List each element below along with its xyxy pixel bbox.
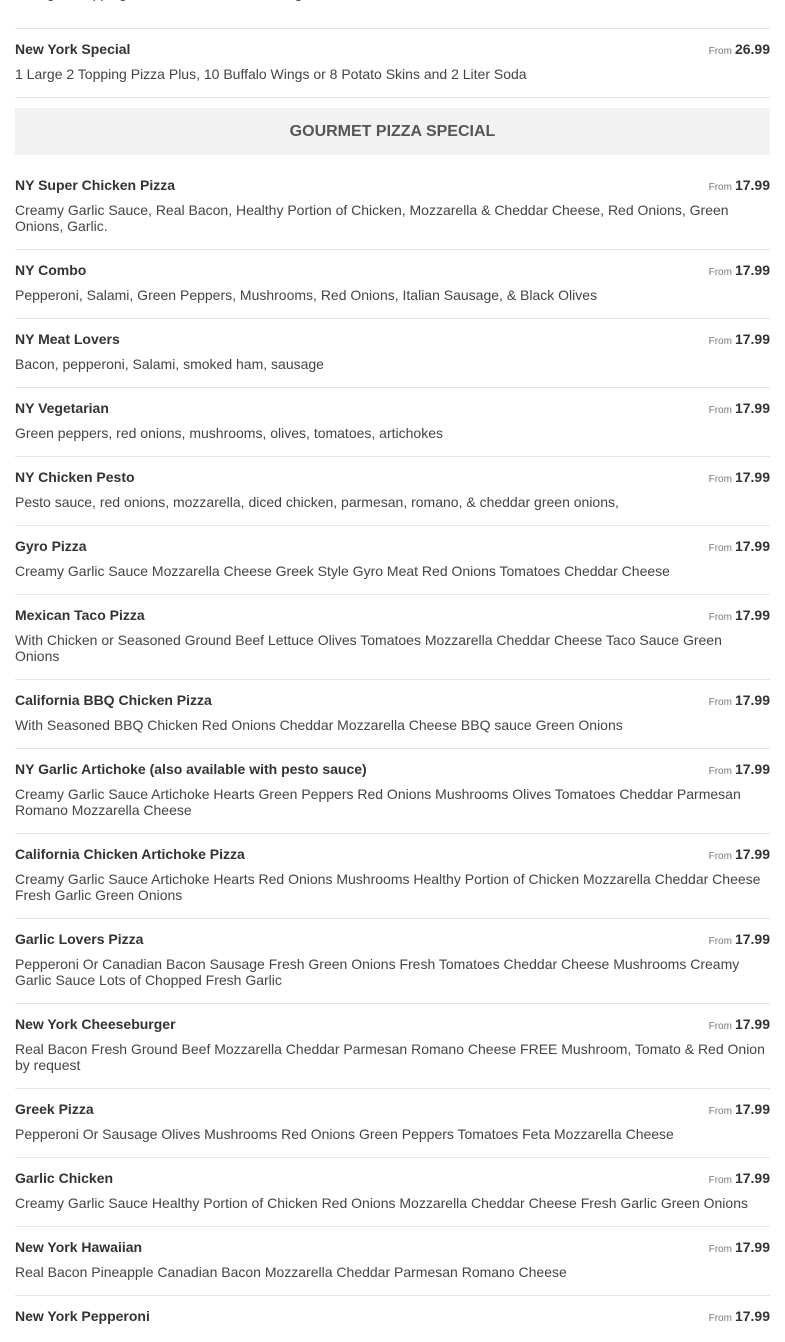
menu-list <box>15 0 770 1342</box>
menu-item-price <box>709 846 770 865</box>
menu-item-price <box>709 262 770 281</box>
price-prefix: From <box>708 1313 732 1324</box>
menu-item[interactable] <box>15 250 770 319</box>
menu-item[interactable] <box>15 457 770 526</box>
price-prefix: From <box>708 936 732 947</box>
price-prefix: From <box>708 1244 732 1255</box>
menu-item-description: With Chicken or Seasoned Ground Beef Lettuce Olives Tomatoes Mozzarella Cheddar Cheese Taco Sauce Green Onions <box>15 632 722 664</box>
price-amount: 17.99 <box>734 538 770 554</box>
menu-item-description: Creamy Garlic Sauce Healthy Portion of Chicken Red Onions Mozzarella Cheddar Cheese Fresh Garlic Green Onions <box>15 1195 748 1211</box>
menu-item-description: Pepperoni Or Canadian Bacon Sausage Fresh Green Onions Fresh Tomatoes Cheddar Cheese Mushrooms Creamy Garlic Sauce Lots of Chopped Fresh Garlic <box>15 956 740 988</box>
menu-item[interactable] <box>15 595 770 680</box>
price-prefix: From <box>708 543 732 554</box>
menu-item-price <box>709 1308 770 1327</box>
menu-item-description: Pepperoni Or Sausage Olives Mushrooms Red Onions Green Peppers Tomatoes Feta Mozzarella Cheese <box>15 1126 674 1142</box>
price-prefix: From <box>708 697 732 708</box>
menu-item-price <box>709 761 770 780</box>
menu-item[interactable] <box>15 749 770 834</box>
menu-item-price <box>709 931 770 950</box>
menu-item-partial[interactable] <box>15 0 770 29</box>
price-amount: 17.99 <box>734 1170 770 1186</box>
menu-item-name: NY Super Chicken Pizza <box>15 177 176 193</box>
price-prefix: From <box>708 766 732 777</box>
menu-item-price <box>709 41 770 60</box>
menu-item-name: NY Meat Lovers <box>15 331 120 347</box>
menu-item-name: NY Combo <box>15 262 87 278</box>
menu-item[interactable] <box>15 388 770 457</box>
menu-item[interactable] <box>15 1089 770 1158</box>
menu-item-price <box>709 607 770 626</box>
price-amount: 17.99 <box>734 177 770 193</box>
menu-item-name: Garlic Chicken <box>15 1170 114 1186</box>
menu-item-description: 1 Large 2 Topping Pizza Plus, 10 Buffalo Wings or 8 Potato Skins and 2 Liter Soda <box>15 66 527 82</box>
section-header: GOURMET PIZZA SPECIAL <box>15 108 770 155</box>
price-amount: 26.99 <box>734 41 770 57</box>
price-amount: 17.99 <box>734 469 770 485</box>
menu-item-description: Creamy Garlic Sauce, Real Bacon, Healthy Portion of Chicken, Mozzarella & Cheddar Cheese, Red Onions, Green Onions, Garlic. <box>15 202 729 234</box>
menu-item-price <box>709 400 770 419</box>
price-prefix: From <box>708 1021 732 1032</box>
menu-item-name: Gyro Pizza <box>15 538 87 554</box>
menu-item-name: NY Vegetarian <box>15 400 109 416</box>
menu-item-name: New York Pepperoni <box>15 1308 150 1324</box>
menu-item[interactable] <box>15 1158 770 1227</box>
menu-item-price <box>709 1170 770 1189</box>
menu-item-name: Garlic Lovers Pizza <box>15 931 144 947</box>
menu-item-price <box>709 469 770 488</box>
menu-item-description: Bacon, pepperoni, Salami, smoked ham, sausage <box>15 356 324 372</box>
price-prefix: From <box>708 267 732 278</box>
menu-item-name: New York Special <box>15 41 131 57</box>
menu-item-description: Real Bacon Fresh Ground Beef Mozzarella Cheddar Parmesan Romano Cheese FREE Mushroom, Tomato & Red Onion by request <box>15 1041 765 1073</box>
menu-item[interactable] <box>15 919 770 1004</box>
menu-item[interactable] <box>15 165 770 250</box>
price-amount: 17.99 <box>734 331 770 347</box>
menu-item-name: NY Garlic Artichoke (also available with pesto sauce) <box>15 761 367 777</box>
menu-item-description: Pesto sauce, red onions, mozzarella, diced chicken, parmesan, romano, & cheddar green onions, <box>15 494 619 510</box>
price-prefix: From <box>708 474 732 485</box>
menu-item-description: Creamy Garlic Sauce Mozzarella Cheese Greek Style Gyro Meat Red Onions Tomatoes Cheddar Cheese <box>15 563 670 579</box>
price-prefix: From <box>708 336 732 347</box>
menu-item-description: Green peppers, red onions, mushrooms, olives, tomatoes, artichokes <box>15 425 443 441</box>
menu-item[interactable] <box>15 1227 770 1296</box>
menu-item[interactable] <box>15 319 770 388</box>
menu-item-price <box>709 538 770 557</box>
menu-item-name: California Chicken Artichoke Pizza <box>15 846 245 862</box>
menu-item-description <box>15 0 770 1</box>
price-prefix: From <box>708 46 732 57</box>
menu-item-name: Mexican Taco Pizza <box>15 607 145 623</box>
price-amount: 17.99 <box>734 607 770 623</box>
menu-item[interactable] <box>15 1296 770 1342</box>
menu-item-price <box>709 1239 770 1258</box>
menu-item-name: New York Hawaiian <box>15 1239 143 1255</box>
menu-item-description: Pepperoni, Salami, Green Peppers, Mushrooms, Red Onions, Italian Sausage, & Black Olives <box>15 287 598 303</box>
menu-item-description: Creamy Garlic Sauce Artichoke Hearts Red Onions Mushrooms Healthy Portion of Chicken Mozzarella Cheddar Cheese Fresh Garlic Green Onions <box>15 871 761 903</box>
menu-items <box>15 165 770 1342</box>
menu-item-price <box>709 1016 770 1035</box>
price-amount: 17.99 <box>734 846 770 862</box>
price-amount: 17.99 <box>734 761 770 777</box>
price-prefix: From <box>708 405 732 416</box>
menu-item-name: Greek Pizza <box>15 1101 94 1117</box>
price-prefix: From <box>708 182 732 193</box>
menu-item-description: Real Bacon Pineapple Canadian Bacon Mozzarella Cheddar Parmesan Romano Cheese <box>15 1264 567 1280</box>
menu-item-name: California BBQ Chicken Pizza <box>15 692 212 708</box>
price-amount: 17.99 <box>734 1239 770 1255</box>
price-amount: 17.99 <box>734 400 770 416</box>
price-amount: 17.99 <box>734 1101 770 1117</box>
menu-item-price <box>709 177 770 196</box>
price-prefix: From <box>708 851 732 862</box>
price-amount: 17.99 <box>734 1016 770 1032</box>
menu-item-price <box>709 692 770 711</box>
menu-item-price <box>709 1101 770 1120</box>
menu-item[interactable] <box>15 1004 770 1089</box>
price-prefix: From <box>708 612 732 623</box>
menu-item[interactable] <box>15 834 770 919</box>
menu-item[interactable] <box>15 680 770 749</box>
price-amount: 17.99 <box>734 692 770 708</box>
price-amount: 17.99 <box>734 1308 770 1324</box>
price-prefix: From <box>708 1106 732 1117</box>
price-prefix: From <box>708 1175 732 1186</box>
menu-item-price <box>709 331 770 350</box>
price-amount: 17.99 <box>734 262 770 278</box>
menu-item-description: With Seasoned BBQ Chicken Red Onions Cheddar Mozzarella Cheese BBQ sauce Green Onions <box>15 717 623 733</box>
menu-item-name: NY Chicken Pesto <box>15 469 135 485</box>
price-amount: 17.99 <box>734 931 770 947</box>
menu-item[interactable] <box>15 526 770 595</box>
menu-item-name: New York Cheeseburger <box>15 1016 176 1032</box>
menu-item-description: Creamy Garlic Sauce Artichoke Hearts Green Peppers Red Onions Mushrooms Olives Tomatoes Cheddar Parmesan Romano Mozzarella Cheese <box>15 786 741 818</box>
menu-item[interactable] <box>15 29 770 98</box>
